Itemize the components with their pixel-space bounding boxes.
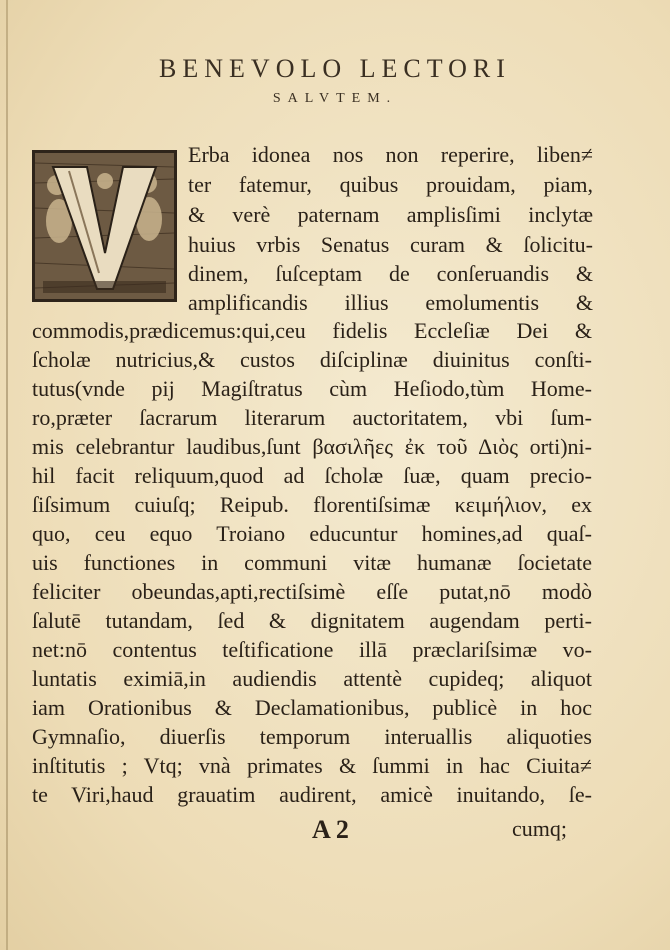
text-line: commodis,prædicemus:qui,ceu fidelis Eccleſiæ Dei & <box>32 318 592 343</box>
text-line: ter fatemur, quibus prouidam, piam, <box>188 172 593 197</box>
text-line: tutus(vnde pij Magiſtratus cùm Heſiodo,tùm Home- <box>32 376 592 401</box>
text-line: ſalutē tutandam, ſed & dignitatem augendam perti- <box>32 608 592 633</box>
text-line: quo, ceu equo Troiano educuntur homines,ad quaſ- <box>32 521 592 546</box>
text-line: dinem, ſuſceptam de conſeruandis & <box>188 261 593 286</box>
text-line: luntatis eximiā,in audiendis attentè cupideq; aliquot <box>32 666 592 691</box>
text-line: ro,præter ſacrarum literarum auctoritatem, vbi ſum- <box>32 405 592 430</box>
page-subheading: SALVTEM. <box>272 91 398 106</box>
text-line: Erba idonea nos non reperire, liben≠ <box>188 142 593 167</box>
text-line: mis celebrantur laudibus,ſunt βασιλῆες ἐκ τοῦ Διὸς orti)ni- <box>32 434 592 459</box>
catchword: cumq; <box>512 816 567 841</box>
text-line: net:nō contentus teſtificatione illā præclariſsimæ vo- <box>32 637 592 662</box>
text-line: Gymnaſio, diuerſis temporum interuallis aliquoties <box>32 724 592 749</box>
page-binding-edge <box>6 0 8 950</box>
page-heading: BENEVOLO LECTORI <box>159 54 511 83</box>
text-line: uis functiones in communi vitæ humanæ ſocietate <box>32 550 592 575</box>
text-line: te Viri,haud grauatim audirent, amicè inuitando, ſe- <box>32 782 592 807</box>
text-line: ſcholæ nutricius,& custos diſciplinæ diuinitus conſti- <box>32 347 592 372</box>
text-line: hil facit reliquum,quod ad ſcholæ ſuæ, quam precio- <box>32 463 592 488</box>
signature-mark: A 2 <box>312 815 349 844</box>
text-line: amplificandis illius emolumentis & <box>188 290 593 315</box>
text-line: iam Orationibus & Declamationibus, publicè in hoc <box>32 695 592 720</box>
decorated-initial-letter <box>32 150 177 302</box>
text-line: & verè paternam amplisſimi inclytæ <box>188 202 593 227</box>
text-line: inſtitutis ; Vtq; vnà primates & ſummi in hac Ciuita≠ <box>32 753 592 778</box>
text-line: feliciter obeundas,apti,rectiſsimè eſſe putat,nō modò <box>32 579 592 604</box>
text-line: huius vrbis Senatus curam & ſolicitu- <box>188 232 593 257</box>
text-line: ſiſsimum cuiuſq; Reipub. florentiſsimæ κειμήλιον, ex <box>32 492 592 517</box>
